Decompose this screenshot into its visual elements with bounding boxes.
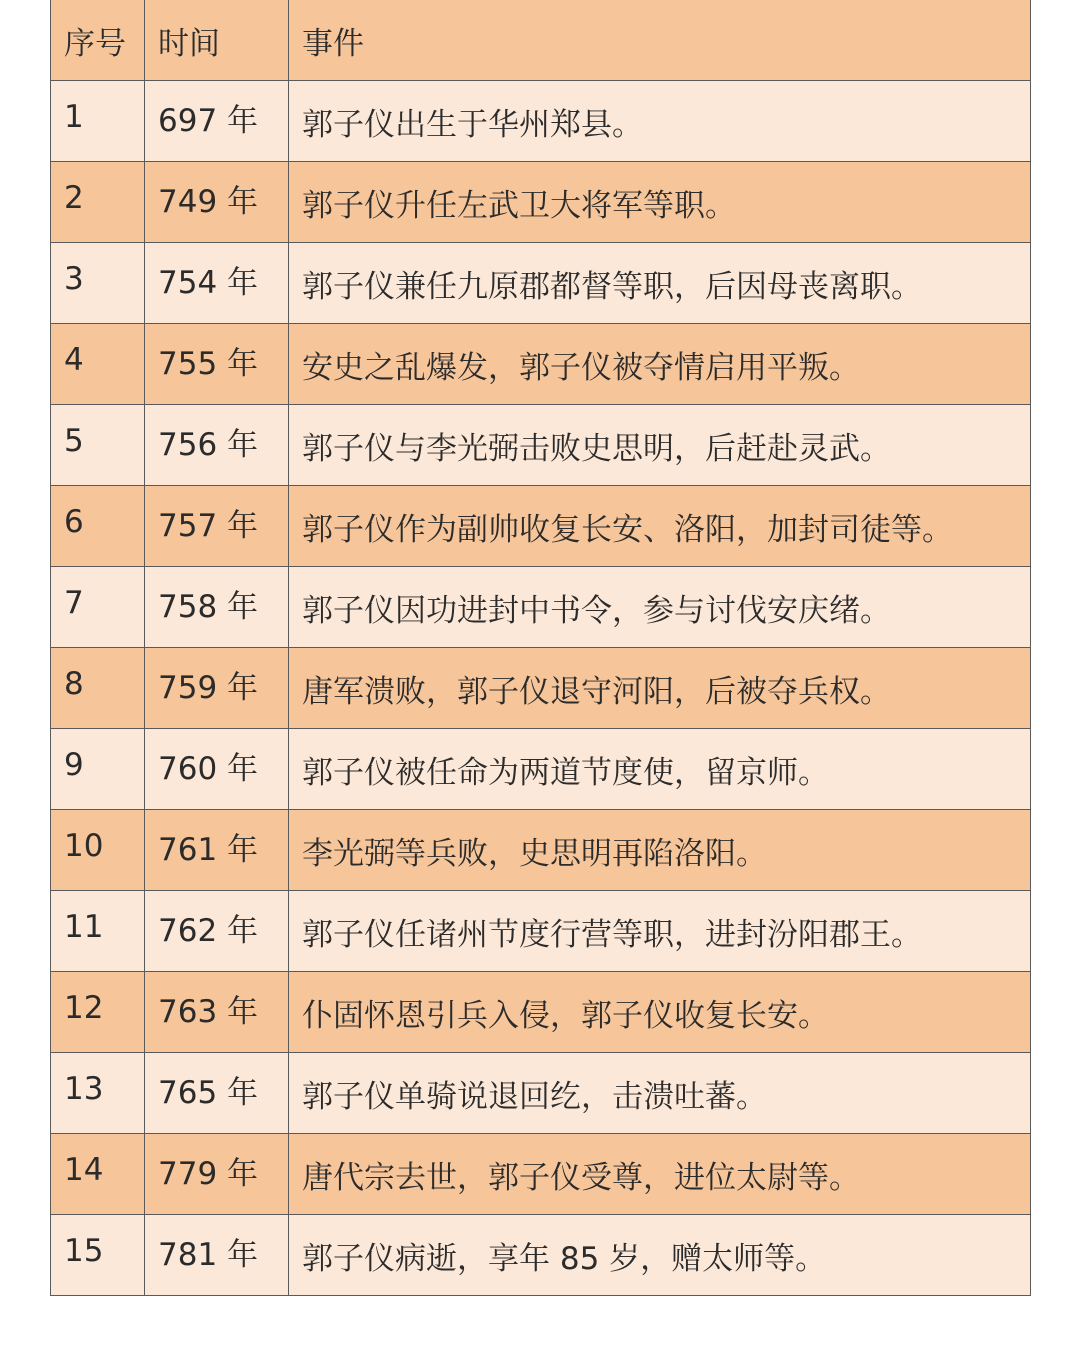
row-time: 781 年 bbox=[145, 1215, 289, 1296]
table-row bbox=[51, 81, 1031, 162]
row-time: 779 年 bbox=[145, 1134, 289, 1215]
row-event: 郭子仪被任命为两道节度使，留京师。 bbox=[289, 729, 1031, 810]
table-row bbox=[51, 324, 1031, 405]
table-row bbox=[51, 567, 1031, 648]
row-time: 765 年 bbox=[145, 1053, 289, 1134]
row-number: 12 bbox=[51, 972, 145, 1053]
row-event: 郭子仪单骑说退回纥，击溃吐蕃。 bbox=[289, 1053, 1031, 1134]
row-event: 郭子仪与李光弼击败史思明，后赶赴灵武。 bbox=[289, 405, 1031, 486]
row-number: 11 bbox=[51, 891, 145, 972]
table-row bbox=[51, 648, 1031, 729]
table-row bbox=[51, 1053, 1031, 1134]
table-row bbox=[51, 972, 1031, 1053]
table-row bbox=[51, 729, 1031, 810]
row-event: 唐军溃败，郭子仪退守河阳，后被夺兵权。 bbox=[289, 648, 1031, 729]
row-time: 757 年 bbox=[145, 486, 289, 567]
row-number: 1 bbox=[51, 81, 145, 162]
row-event: 仆固怀恩引兵入侵，郭子仪收复长安。 bbox=[289, 972, 1031, 1053]
table-row bbox=[51, 810, 1031, 891]
row-time: 749 年 bbox=[145, 162, 289, 243]
row-number: 4 bbox=[51, 324, 145, 405]
row-time: 697 年 bbox=[145, 81, 289, 162]
row-event: 郭子仪任诸州节度行营等职，进封汾阳郡王。 bbox=[289, 891, 1031, 972]
row-number: 10 bbox=[51, 810, 145, 891]
row-event: 郭子仪病逝，享年 85 岁，赠太师等。 bbox=[289, 1215, 1031, 1296]
table-row bbox=[51, 1215, 1031, 1296]
timeline-table bbox=[50, 0, 1031, 1296]
row-number: 7 bbox=[51, 567, 145, 648]
row-event: 郭子仪出生于华州郑县。 bbox=[289, 81, 1031, 162]
row-time: 756 年 bbox=[145, 405, 289, 486]
table-row bbox=[51, 486, 1031, 567]
header-time: 时间 bbox=[145, 0, 289, 81]
row-time: 761 年 bbox=[145, 810, 289, 891]
row-number: 15 bbox=[51, 1215, 145, 1296]
row-number: 3 bbox=[51, 243, 145, 324]
table-row bbox=[51, 405, 1031, 486]
table-row bbox=[51, 891, 1031, 972]
row-number: 2 bbox=[51, 162, 145, 243]
row-event: 李光弼等兵败，史思明再陷洛阳。 bbox=[289, 810, 1031, 891]
table-row bbox=[51, 162, 1031, 243]
row-event: 郭子仪因功进封中书令，参与讨伐安庆绪。 bbox=[289, 567, 1031, 648]
row-event: 郭子仪兼任九原郡都督等职，后因母丧离职。 bbox=[289, 243, 1031, 324]
row-time: 754 年 bbox=[145, 243, 289, 324]
row-event: 郭子仪升任左武卫大将军等职。 bbox=[289, 162, 1031, 243]
row-number: 5 bbox=[51, 405, 145, 486]
table-row bbox=[51, 1134, 1031, 1215]
row-time: 759 年 bbox=[145, 648, 289, 729]
row-event: 郭子仪作为副帅收复长安、洛阳，加封司徒等。 bbox=[289, 486, 1031, 567]
header-event: 事件 bbox=[289, 0, 1031, 81]
table-row bbox=[51, 243, 1031, 324]
row-time: 763 年 bbox=[145, 972, 289, 1053]
row-time: 760 年 bbox=[145, 729, 289, 810]
row-number: 13 bbox=[51, 1053, 145, 1134]
row-event: 安史之乱爆发，郭子仪被夺情启用平叛。 bbox=[289, 324, 1031, 405]
row-number: 14 bbox=[51, 1134, 145, 1215]
row-time: 758 年 bbox=[145, 567, 289, 648]
row-time: 762 年 bbox=[145, 891, 289, 972]
row-number: 6 bbox=[51, 486, 145, 567]
row-number: 8 bbox=[51, 648, 145, 729]
row-time: 755 年 bbox=[145, 324, 289, 405]
table-header-row bbox=[51, 0, 1031, 81]
header-no: 序号 bbox=[51, 0, 145, 81]
row-number: 9 bbox=[51, 729, 145, 810]
row-event: 唐代宗去世，郭子仪受尊，进位太尉等。 bbox=[289, 1134, 1031, 1215]
